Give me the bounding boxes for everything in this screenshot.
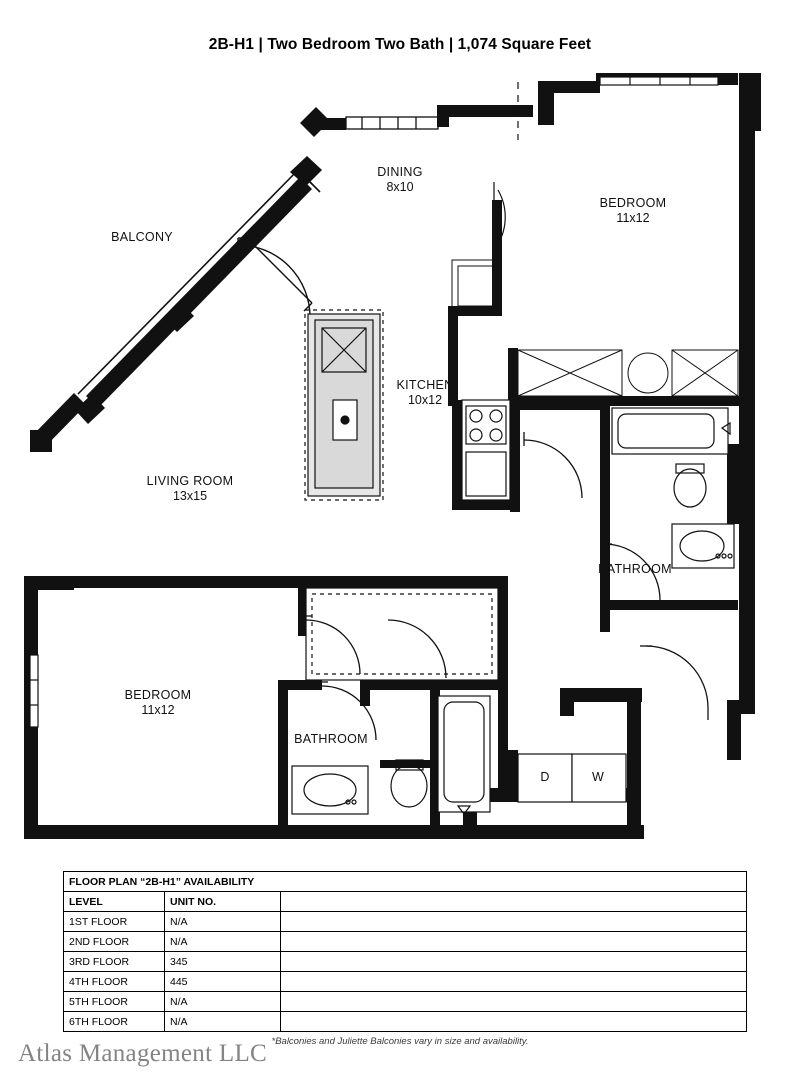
level-cell: 3RD FLOOR: [64, 952, 165, 972]
bedroom-1-closet: [518, 350, 738, 396]
level-cell: 6TH FLOOR: [64, 1012, 165, 1032]
spacer-cell: [281, 912, 747, 932]
room-label-living-room: LIVING ROOM 13x15: [146, 474, 234, 503]
level-cell: 5TH FLOOR: [64, 992, 165, 1012]
footnote: *Balconies and Juliette Balconies vary in size and availability.: [271, 1036, 529, 1047]
table-row: [64, 912, 747, 932]
spacer-cell: [281, 992, 747, 1012]
unit-cell: 345: [165, 952, 281, 972]
entry-door-swing: [640, 646, 708, 720]
table-row: [64, 1012, 747, 1032]
availability-table: [63, 871, 747, 1032]
room-label-bedroom-2: BEDROOM 11x12: [124, 688, 192, 717]
table-header-row: [64, 892, 747, 912]
unit-cell: N/A: [165, 992, 281, 1012]
unit-cell: 445: [165, 972, 281, 992]
column-header-unit: UNIT NO.: [165, 892, 281, 912]
table-title: FLOOR PLAN “2B-H1” AVAILABILITY: [64, 872, 747, 892]
unit-cell: N/A: [165, 1012, 281, 1032]
room-label-bathroom-2: BATHROOM: [294, 732, 368, 746]
unit-cell: N/A: [165, 932, 281, 952]
room-label-balcony: BALCONY: [111, 230, 173, 244]
level-cell: 2ND FLOOR: [64, 932, 165, 952]
unit-cell: N/A: [165, 912, 281, 932]
page-title: 2B-H1 | Two Bedroom Two Bath | 1,074 Square Feet: [208, 36, 592, 53]
dryer-label: D: [540, 770, 550, 784]
column-header-level: LEVEL: [64, 892, 165, 912]
level-cell: 4TH FLOOR: [64, 972, 165, 992]
room-label-bedroom-1: BEDROOM 11x12: [599, 196, 667, 225]
spacer-cell: [281, 952, 747, 972]
level-cell: 1ST FLOOR: [64, 912, 165, 932]
room-label-bathroom-1: BATHROOM: [598, 562, 672, 576]
watermark: Atlas Management LLC: [18, 1040, 267, 1067]
table-row: [64, 992, 747, 1012]
spacer-cell: [281, 972, 747, 992]
bathroom-2-fixtures: [292, 696, 490, 814]
spacer-cell: [281, 932, 747, 952]
hall-door-swing: [524, 432, 582, 498]
table-row: [64, 932, 747, 952]
room-label-kitchen: KITCHEN 10x12: [396, 378, 454, 407]
dining-window: [346, 117, 438, 129]
table-row: [64, 952, 747, 972]
bathroom-1-fixtures: [612, 408, 734, 568]
kitchen-counters: [462, 400, 510, 500]
washer-label: W: [591, 770, 605, 784]
table-row: [64, 972, 747, 992]
bedroom-2-closet: [306, 588, 498, 680]
spacer-cell: [281, 1012, 747, 1032]
room-label-dining: DINING 8x10: [377, 165, 423, 194]
table-title-row: [64, 872, 747, 892]
column-header-spacer: [281, 892, 747, 912]
